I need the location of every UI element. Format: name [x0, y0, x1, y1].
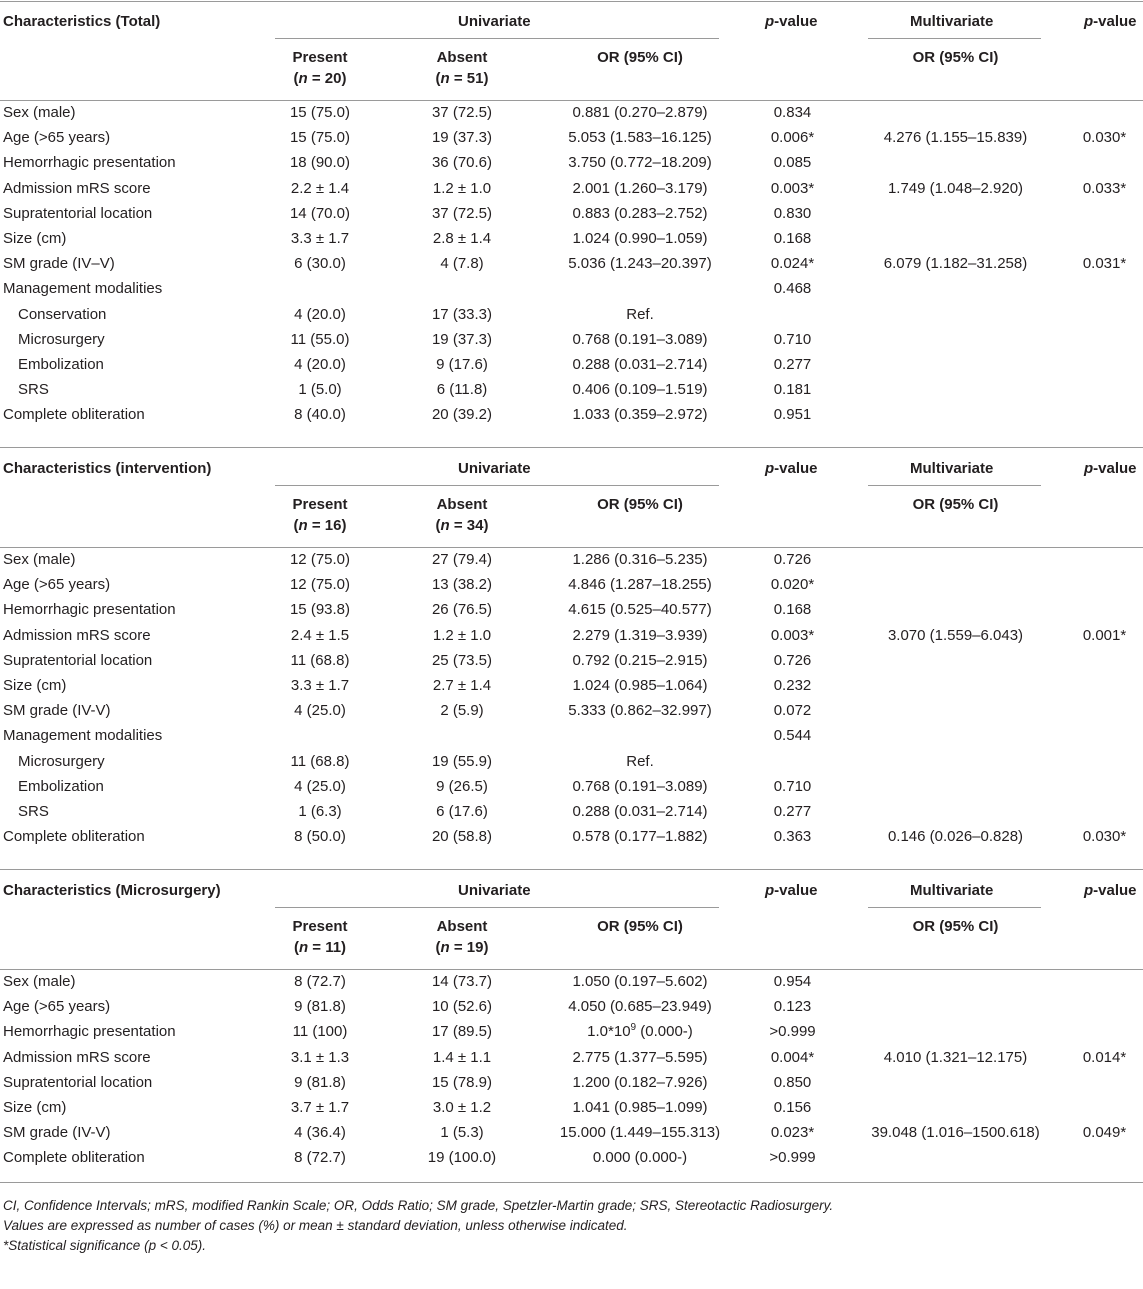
table-row — [0, 799, 1143, 824]
odds-ratio-value: 5.036 (1.243–20.397) — [568, 255, 712, 273]
table-row — [0, 150, 1143, 175]
odds-ratio-value: 4.846 (1.287–18.255) — [568, 576, 712, 594]
p-value: 0.850 — [773, 1073, 812, 1091]
row-label: Embolization — [18, 777, 104, 795]
absent-value: 19 (55.9) — [431, 752, 493, 770]
sample-size: (n = 34) — [435, 517, 489, 534]
absent-value: 26 (76.5) — [431, 601, 493, 619]
row-label: Size (cm) — [3, 1099, 67, 1116]
odds-ratio-value: 0.406 (0.109–1.519) — [572, 381, 708, 399]
row-label: Sex (male) — [3, 973, 76, 990]
present-value: 3.3 ± 1.7 — [290, 677, 350, 694]
odds-ratio-value: 0.768 (0.191–3.089) — [572, 777, 708, 795]
row-label: Complete obliteration — [3, 828, 145, 846]
p-value: 0.156 — [773, 1099, 812, 1116]
multivariate-p-value: 0.001* — [1082, 626, 1127, 644]
table-row — [0, 969, 1143, 994]
absent-value: 14 (73.7) — [431, 973, 493, 990]
multivariate-or-value: 4.276 (1.155–15.839) — [883, 129, 1028, 147]
section-title: Characteristics (Microsurgery) — [3, 882, 221, 899]
p-value: 0.830 — [773, 204, 812, 222]
p-value: 0.023* — [770, 1124, 815, 1142]
row-label: Supratentorial location — [3, 651, 153, 669]
table-row — [0, 572, 1143, 597]
multivariate-p-value: 0.030* — [1082, 129, 1127, 147]
table-row — [0, 352, 1143, 377]
or-header: OR (95% CI) — [597, 918, 683, 935]
absent-value: 9 (17.6) — [436, 356, 488, 373]
multivariate-p-value: 0.014* — [1082, 1048, 1127, 1066]
p-value-suffix: -value — [1093, 882, 1137, 899]
absent-value: 10 (52.6) — [431, 998, 493, 1016]
absent-value: 20 (58.8) — [431, 828, 493, 846]
multivariate-or-value: 3.070 (1.559–6.043) — [887, 626, 1024, 644]
multivariate-p-value-header — [1084, 882, 1137, 900]
present-value: 2.4 ± 1.5 — [290, 626, 350, 644]
sample-size: (n = 51) — [435, 70, 489, 87]
p-value: 0.726 — [773, 651, 812, 669]
p-value: 0.006* — [770, 129, 815, 147]
present-value: 8 (72.7) — [294, 1149, 346, 1167]
present-value: 12 (75.0) — [289, 551, 351, 568]
odds-ratio-value: Ref. — [626, 752, 654, 770]
odds-ratio-value: 5.333 (0.862–32.997) — [568, 702, 712, 720]
absent-value: 1.2 ± 1.0 — [432, 626, 492, 644]
row-label: SRS — [18, 803, 49, 820]
multivariate-header: Multivariate — [910, 460, 994, 477]
sample-size: (n = 11) — [293, 939, 347, 956]
present-value: 11 (68.8) — [290, 752, 350, 770]
present-value: 4 (20.0) — [294, 305, 346, 323]
row-label: Supratentorial location — [3, 204, 153, 222]
present-value: 9 (81.8) — [294, 1073, 346, 1091]
row-label: Hemorrhagic presentation — [3, 601, 176, 619]
multivariate-underline — [868, 485, 1041, 486]
present-value: 3.1 ± 1.3 — [290, 1048, 350, 1066]
row-label: Hemorrhagic presentation — [3, 154, 176, 172]
multivariate-p-value-header — [1084, 460, 1137, 478]
p-value-letter: p — [765, 13, 775, 30]
odds-ratio-value: 1.024 (0.985–1.064) — [572, 677, 708, 694]
table-row — [0, 100, 1143, 125]
present-value: 3.7 ± 1.7 — [290, 1099, 350, 1116]
table-row — [0, 402, 1143, 427]
odds-ratio-value: 1.200 (0.182–7.926) — [572, 1073, 708, 1091]
p-value-letter: p — [1084, 460, 1094, 477]
present-value: 4 (20.0) — [294, 356, 346, 373]
absent-value: 2.8 ± 1.4 — [432, 230, 492, 247]
absent-value: 6 (11.8) — [436, 381, 488, 399]
absent-value: 1.4 ± 1.1 — [432, 1048, 492, 1066]
present-label: Present — [292, 496, 348, 513]
absent-value: 37 (72.5) — [431, 104, 493, 121]
table-row — [0, 723, 1143, 748]
p-value-header — [765, 882, 818, 900]
multivariate-underline — [868, 907, 1041, 908]
p-value-suffix: -value — [774, 460, 818, 477]
p-value: 0.726 — [773, 551, 812, 568]
univariate-underline — [275, 38, 719, 39]
present-value: 2.2 ± 1.4 — [290, 179, 350, 197]
p-value: >0.999 — [769, 1149, 816, 1167]
row-label: Management modalities — [3, 727, 163, 745]
footnote-significance: *Statistical significance (p < 0.05). — [3, 1238, 206, 1253]
p-value-letter: p — [1084, 882, 1094, 899]
absent-n — [392, 937, 532, 958]
odds-ratio-value: 0.883 (0.283–2.752) — [572, 204, 708, 222]
section-title: Characteristics (Total) — [3, 13, 161, 30]
present-value: 1 (5.0) — [298, 381, 342, 399]
present-value: 6 (30.0) — [294, 255, 346, 273]
p-value: 0.024* — [770, 255, 815, 273]
p-value: 0.123 — [773, 998, 812, 1016]
p-value-header — [765, 13, 818, 31]
present-value: 8 (50.0) — [294, 828, 346, 846]
absent-value: 20 (39.2) — [431, 406, 493, 424]
p-value: 0.277 — [773, 803, 812, 820]
row-label: Complete obliteration — [3, 1149, 145, 1167]
p-value: 0.232 — [773, 677, 812, 694]
multivariate-or-value: 4.010 (1.321–12.175) — [883, 1048, 1028, 1066]
table-row — [0, 276, 1143, 301]
table-row — [0, 547, 1143, 572]
or-header: OR (95% CI) — [597, 496, 683, 513]
table-row — [0, 994, 1143, 1019]
footnote-values: Values are expressed as number of cases (%) or mean ± standard deviation, unless otherwise indicated. — [3, 1218, 628, 1233]
absent-value: 17 (89.5) — [431, 1023, 493, 1041]
univariate-underline — [275, 485, 719, 486]
table-row — [0, 251, 1143, 276]
odds-ratio-value: 2.001 (1.260–3.179) — [572, 179, 708, 197]
absent-label: Absent — [436, 49, 488, 66]
absent-header — [392, 494, 532, 536]
multivariate-p-value: 0.031* — [1082, 255, 1127, 273]
absent-value: 1.2 ± 1.0 — [432, 179, 492, 197]
table-row — [0, 673, 1143, 698]
odds-ratio-value: 2.775 (1.377–5.595) — [572, 1048, 708, 1066]
p-value: 0.951 — [773, 406, 812, 424]
multivariate-header: Multivariate — [910, 13, 994, 30]
present-n — [250, 937, 390, 958]
odds-ratio-value: 2.279 (1.319–3.939) — [572, 626, 708, 644]
p-value-suffix: -value — [774, 882, 818, 899]
multivariate-header: Multivariate — [910, 882, 994, 899]
present-label: Present — [292, 918, 348, 935]
odds-ratio-value: 1.050 (0.197–5.602) — [572, 973, 708, 990]
present-label: Present — [292, 49, 348, 66]
multivariate-p-value: 0.030* — [1082, 828, 1127, 846]
table-row — [0, 176, 1143, 201]
present-value: 9 (81.8) — [294, 998, 346, 1016]
row-label: SRS — [18, 381, 49, 399]
row-label: Microsurgery — [18, 752, 105, 770]
absent-value: 13 (38.2) — [431, 576, 493, 594]
row-label: Admission mRS score — [3, 179, 151, 197]
row-label: Age (>65 years) — [3, 576, 111, 594]
table-row — [0, 1045, 1143, 1070]
table-row — [0, 698, 1143, 723]
present-header — [250, 47, 390, 89]
present-value: 14 (70.0) — [289, 204, 351, 222]
section-title: Characteristics (intervention) — [3, 460, 212, 477]
absent-header — [392, 47, 532, 89]
univariate-header: Univariate — [458, 460, 531, 477]
present-value: 18 (90.0) — [289, 154, 351, 172]
p-value: 0.834 — [773, 104, 812, 121]
odds-ratio-value: 0.288 (0.031–2.714) — [572, 356, 708, 373]
absent-value: 19 (37.3) — [431, 129, 493, 147]
absent-value: 6 (17.6) — [436, 803, 488, 820]
table-row — [0, 648, 1143, 673]
p-value-suffix: -value — [1093, 13, 1137, 30]
table-row — [0, 749, 1143, 774]
sample-size: (n = 20) — [293, 70, 347, 87]
row-label: Hemorrhagic presentation — [3, 1023, 176, 1041]
p-value-suffix: -value — [1093, 460, 1137, 477]
absent-n — [392, 68, 532, 89]
row-label: Sex (male) — [3, 551, 76, 568]
multivariate-underline — [868, 38, 1041, 39]
present-n — [250, 68, 390, 89]
odds-ratio-value: 0.792 (0.215–2.915) — [572, 651, 708, 669]
absent-value: 37 (72.5) — [431, 204, 493, 222]
present-n — [250, 515, 390, 536]
odds-ratio-value: 3.750 (0.772–18.209) — [568, 154, 712, 172]
absent-value: 36 (70.6) — [431, 154, 493, 172]
table-row — [0, 377, 1143, 402]
absent-value: 19 (37.3) — [431, 330, 493, 348]
multivariate-or-value: 39.048 (1.016–1500.618) — [871, 1124, 1040, 1142]
odds-ratio-value: 0.000 (0.000-) — [592, 1149, 688, 1167]
odds-ratio-value: 4.050 (0.685–23.949) — [568, 998, 712, 1016]
multivariate-p-value: 0.049* — [1082, 1124, 1127, 1142]
p-value: 0.954 — [773, 973, 812, 990]
absent-header — [392, 916, 532, 958]
row-label: Management modalities — [3, 280, 163, 298]
absent-value: 2 (5.9) — [440, 702, 484, 720]
row-label: Admission mRS score — [3, 1048, 151, 1066]
table-row — [0, 226, 1143, 251]
odds-ratio-value: 1.286 (0.316–5.235) — [572, 551, 708, 568]
row-label: Embolization — [18, 356, 104, 373]
or-header: OR (95% CI) — [597, 49, 683, 66]
row-label: SM grade (IV-V) — [3, 1124, 111, 1142]
table-row — [0, 623, 1143, 648]
multivariate-or-header: OR (95% CI) — [912, 496, 999, 513]
table-row — [0, 597, 1143, 622]
present-value: 8 (72.7) — [294, 973, 346, 990]
table-row — [0, 774, 1143, 799]
footnote-abbreviations: CI, Confidence Intervals; mRS, modified Rankin Scale; OR, Odds Ratio; SM grade, Spetzler-Martin grade; SRS, Stereotactic Radiosurgery. — [3, 1198, 834, 1213]
table-row — [0, 1019, 1143, 1044]
row-label: SM grade (IV-V) — [3, 702, 111, 720]
table-section — [0, 0, 1143, 424]
absent-value: 19 (100.0) — [427, 1149, 497, 1167]
absent-label: Absent — [436, 918, 488, 935]
section-divider — [0, 447, 1143, 448]
multivariate-or-header: OR (95% CI) — [912, 49, 999, 66]
absent-value: 27 (79.4) — [431, 551, 493, 568]
row-label: Microsurgery — [18, 330, 105, 348]
p-value: 0.710 — [773, 777, 812, 795]
absent-value: 4 (7.8) — [440, 255, 484, 273]
odds-ratio-value: 1.033 (0.359–2.972) — [572, 406, 708, 424]
p-value: >0.999 — [769, 1023, 816, 1041]
p-value: 0.168 — [773, 601, 812, 619]
absent-value: 25 (73.5) — [431, 651, 493, 669]
table-row — [0, 125, 1143, 150]
univariate-underline — [275, 907, 719, 908]
odds-ratio-value: 0.881 (0.270–2.879) — [572, 104, 708, 121]
p-value-suffix: -value — [774, 13, 818, 30]
absent-value: 1 (5.3) — [440, 1124, 484, 1142]
p-value: 0.468 — [773, 280, 812, 298]
p-value: 0.072 — [773, 702, 812, 720]
p-value-letter: p — [765, 460, 775, 477]
present-value: 3.3 ± 1.7 — [290, 230, 350, 247]
present-value: 15 (75.0) — [289, 104, 351, 121]
row-label: Admission mRS score — [3, 626, 151, 644]
odds-ratio-value: Ref. — [626, 305, 654, 323]
table-row — [0, 201, 1143, 226]
row-label: Size (cm) — [3, 230, 67, 247]
table-row — [0, 1120, 1143, 1145]
present-header — [250, 916, 390, 958]
row-label: Size (cm) — [3, 677, 67, 694]
row-label: Sex (male) — [3, 104, 76, 121]
row-label: Age (>65 years) — [3, 129, 111, 147]
sample-size: (n = 19) — [435, 939, 489, 956]
row-label: Age (>65 years) — [3, 998, 111, 1016]
p-value: 0.085 — [773, 154, 812, 172]
present-value: 12 (75.0) — [289, 576, 351, 594]
multivariate-or-value: 1.749 (1.048–2.920) — [887, 179, 1024, 197]
multivariate-or-header: OR (95% CI) — [912, 918, 999, 935]
present-value: 4 (25.0) — [294, 702, 346, 720]
odds-ratio-value: 0.578 (0.177–1.882) — [572, 828, 708, 846]
multivariate-p-value: 0.033* — [1082, 179, 1127, 197]
multivariate-p-value-header — [1084, 13, 1137, 31]
present-value: 11 (68.8) — [290, 651, 350, 669]
p-value: 0.544 — [773, 727, 812, 745]
present-value: 15 (93.8) — [289, 601, 351, 619]
row-label: Conservation — [18, 305, 107, 323]
odds-ratio-value: 5.053 (1.583–16.125) — [568, 129, 712, 147]
odds-ratio-value: 15.000 (1.449–155.313) — [559, 1124, 721, 1142]
present-value: 15 (75.0) — [289, 129, 351, 147]
odds-ratio-value: 1.041 (0.985–1.099) — [572, 1099, 708, 1116]
odds-ratio-value: 0.288 (0.031–2.714) — [572, 803, 708, 820]
present-value: 4 (36.4) — [294, 1124, 346, 1142]
row-label: Supratentorial location — [3, 1073, 153, 1091]
univariate-header: Univariate — [458, 882, 531, 899]
absent-label: Absent — [436, 496, 488, 513]
present-value: 1 (6.3) — [298, 803, 342, 820]
odds-ratio-value: 1.024 (0.990–1.059) — [572, 230, 708, 247]
sample-size: (n = 16) — [293, 517, 347, 534]
absent-value: 15 (78.9) — [431, 1073, 493, 1091]
row-label: SM grade (IV–V) — [3, 255, 115, 273]
multivariate-or-value: 0.146 (0.026–0.828) — [887, 828, 1024, 846]
odds-ratio-value: 0.768 (0.191–3.089) — [572, 330, 708, 348]
p-value-header — [765, 460, 818, 478]
univariate-header: Univariate — [458, 13, 531, 30]
table-row — [0, 302, 1143, 327]
row-label: Complete obliteration — [3, 406, 145, 424]
absent-n — [392, 515, 532, 536]
p-value: 0.181 — [773, 381, 812, 399]
absent-value: 9 (26.5) — [436, 777, 488, 795]
p-value: 0.003* — [770, 626, 815, 644]
odds-ratio-value: $1.0*10^9$ (0.000-) — [587, 1022, 693, 1041]
p-value: 0.004* — [770, 1048, 815, 1066]
bottom-rule — [0, 1182, 1143, 1183]
absent-value: 17 (33.3) — [431, 305, 493, 323]
p-value: 0.020* — [770, 576, 815, 594]
section-divider — [0, 869, 1143, 870]
p-value: 0.277 — [773, 356, 812, 373]
present-value: 11 (100) — [292, 1023, 348, 1041]
table-row — [0, 1095, 1143, 1120]
table-row — [0, 327, 1143, 352]
multivariate-or-value: 6.079 (1.182–31.258) — [883, 255, 1028, 273]
absent-value: 2.7 ± 1.4 — [432, 677, 492, 694]
present-header — [250, 494, 390, 536]
p-value: 0.710 — [773, 330, 812, 348]
top-rule — [0, 1, 1143, 2]
table-row — [0, 1145, 1143, 1170]
odds-ratio-value: 4.615 (0.525–40.577) — [568, 601, 712, 619]
p-value-letter: p — [765, 882, 775, 899]
absent-value: 3.0 ± 1.2 — [432, 1099, 492, 1116]
present-value: 11 (55.0) — [290, 330, 350, 348]
table-row — [0, 1070, 1143, 1095]
p-value-letter: p — [1084, 13, 1094, 30]
p-value: 0.003* — [770, 179, 815, 197]
p-value: 0.168 — [773, 230, 812, 247]
present-value: 4 (25.0) — [294, 777, 346, 795]
table-row — [0, 824, 1143, 849]
table-section — [0, 447, 1143, 867]
present-value: 8 (40.0) — [294, 406, 346, 424]
p-value: 0.363 — [773, 828, 812, 846]
